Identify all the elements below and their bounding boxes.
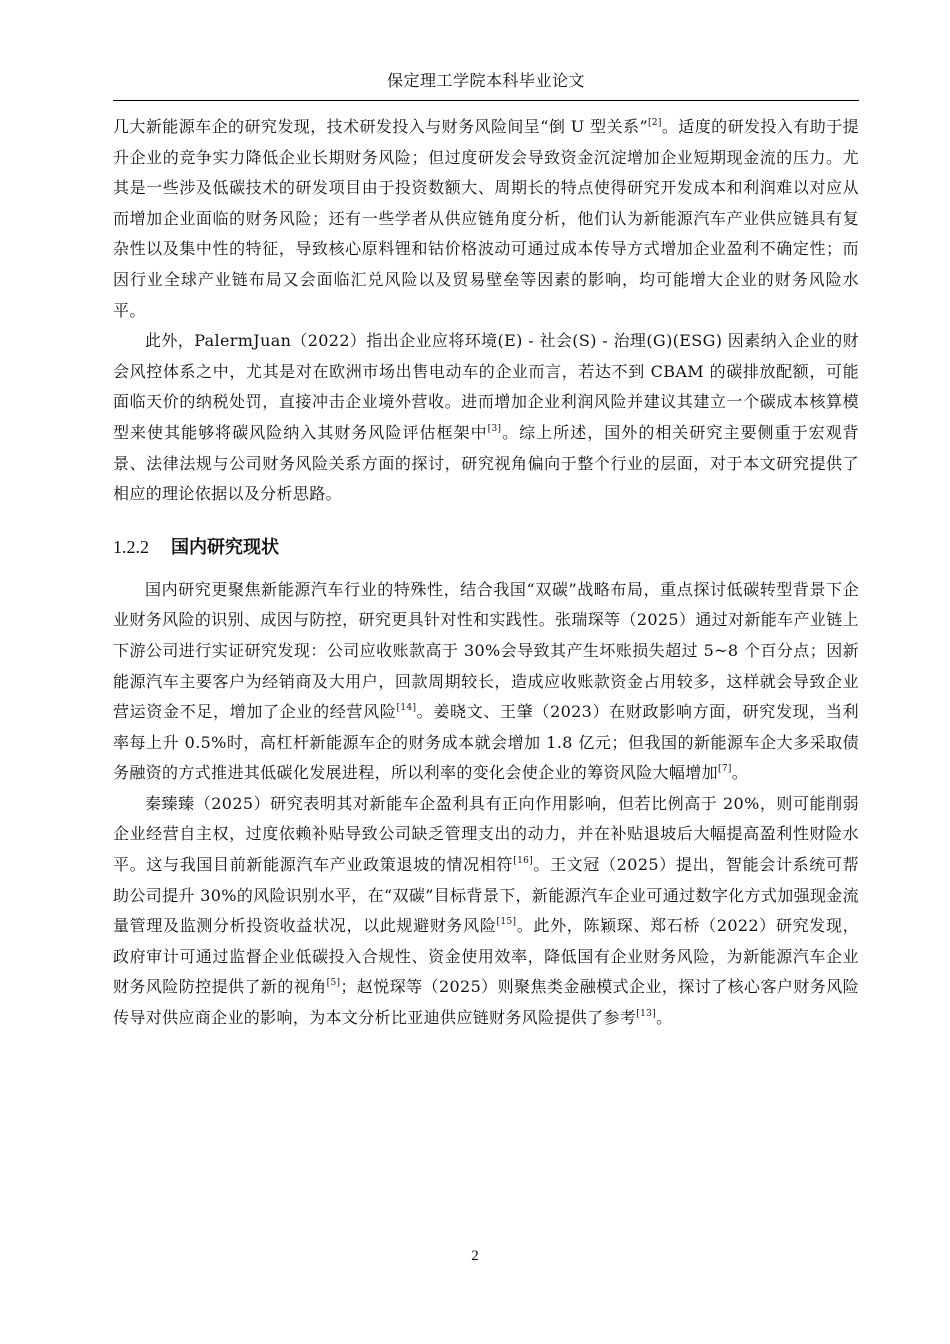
paragraph-text: 秦臻臻（2025）研究表明其对新能车企盈利具有正向作用影响，但若比例高于 20%，则可能削弱企业经营自主权，过度依赖补贴导致公司缺乏管理支出的动力，并在补贴退坡后大幅提高盈利性财险水平。这与我国目前新能源汽车产业政策退坡的情况相符 xyxy=(113,793,859,875)
paragraph-text: 此外，PalermJuan（2022）指出企业应将环境(E) - 社会(S) - 治理(G)(ESG) 因素纳入企业的财会风控体系之中，尤其是对在欧洲市场出售电动车的企业而言，若达不到 CBAM 的碳排放配额，可能面临天价的纳税处罚，直接冲击企业境外营收。进而增加企业利润风险并建议其建立一个碳成本核算模型来使其能够将碳风险纳入其财务风险评估框架中 xyxy=(113,331,859,442)
paragraph-group-domestic-research xyxy=(113,575,859,1034)
body-paragraph xyxy=(113,326,859,510)
header-divider xyxy=(113,100,859,101)
paragraph-text: 。 xyxy=(656,1008,673,1028)
citation-marker: [14] xyxy=(396,703,417,714)
body-paragraph xyxy=(113,112,859,326)
page-header-title: 保定理工学院本科毕业论文 xyxy=(386,71,585,90)
page-body xyxy=(113,112,859,1034)
paragraph-text: 几大新能源车企的研究发现，技术研发投入与财务风险间呈“倒 U 型关系” xyxy=(113,117,648,136)
citation-marker: [16] xyxy=(513,856,534,867)
paragraph-group-foreign-research xyxy=(113,112,859,510)
body-paragraph xyxy=(113,575,859,789)
paragraph-text: 国内研究更聚焦新能源汽车行业的特殊性，结合我国“双碳”战略布局，重点探讨低碳转型背景下企业财务风险的识别、成因与防控，研究更具针对性和实践性。张瑞琛等（2025）通过对新能车产业链上下游公司进行实证研究发现：公司应收账款高于 30%会导致其产生坏账损失超过 5~8 个百分点；因新能源汽车主要客户为经销商及大用户，回款周期较长，造成应收账款资金占用较多，这样就会导致企业营运资金不足，增加了企业的经营风险 xyxy=(113,579,859,722)
paragraph-text: 。王文冠（2025）提出，智能会计系统可帮助公司提升 30%的风险识别水平，在“双碳”目标背景下，新能源汽车企业可通过数字化方式加强现金流量管理及监测分析投资收益状况，以此规避财务风险 xyxy=(113,855,859,936)
section-number: 1.2.2 xyxy=(113,536,149,557)
paragraph-text: 。姜晓文、王肇（2023）在财政影响方面，研究发现，当利率每上升 0.5%时，高杠杆新能源车企的财务成本就会增加 1.8 亿元；但我国的新能源车企大多采取债务融资的方式推进其低碳化发展进程，所以利率的变化会使企业的筹资风险大幅增加 xyxy=(113,702,859,783)
citation-marker: [13] xyxy=(636,1009,657,1020)
paragraph-text: ；赵悦琛等（2025）则聚焦类金融模式企业，探讨了核心客户财务风险传导对供应商企业的影响，为本文分析比亚迪供应链财务风险提供了参考 xyxy=(113,977,859,1028)
citation-marker: [15] xyxy=(496,917,517,928)
page-number: 2 xyxy=(471,1248,479,1264)
section-title: 国内研究现状 xyxy=(171,536,279,558)
section-heading xyxy=(113,532,859,563)
citation-marker: [7] xyxy=(717,764,732,775)
paragraph-text: 。综上所述，国外的相关研究主要侧重于宏观背景、法律法规与公司财务风险关系方面的探讨，研究视角偏向于整个行业的层面，对于本文研究提供了相应的理论依据以及分析思路。 xyxy=(113,422,859,504)
body-paragraph xyxy=(113,789,859,1034)
paragraph-text: 。适度的研发投入有助于提升企业的竞争实力降低企业长期财务风险；但过度研发会导致资金沉淀增加企业短期现金流的压力。尤其是一些涉及低碳技术的研发项目由于投资数额大、周期长的特点使得研究开发成本和利润难以对应从而增加企业面临的财务风险；还有一些学者从供应链角度分析，他们认为新能源汽车产业供应链具有复杂性以及集中性的特征，导致核心原料锂和钴价格波动可通过成本传导方式增加企业盈利不确定性；而因行业全球产业链布局又会面临汇兑风险以及贸易壁垒等因素的影响，均可能增大企业的财务风险水平。 xyxy=(113,117,859,320)
citation-marker: [5] xyxy=(326,978,341,989)
citation-marker: [3] xyxy=(487,423,502,434)
citation-marker: [2] xyxy=(647,118,662,128)
paragraph-text: 。 xyxy=(731,763,749,783)
paragraph-text: 。此外，陈颖琛、郑石桥（2022）研究发现，政府审计可通过监督企业低碳投入合规性、资金使用效率，降低国有企业财务风险，为新能源汽车企业财务风险防控提供了新的视角 xyxy=(113,916,859,997)
